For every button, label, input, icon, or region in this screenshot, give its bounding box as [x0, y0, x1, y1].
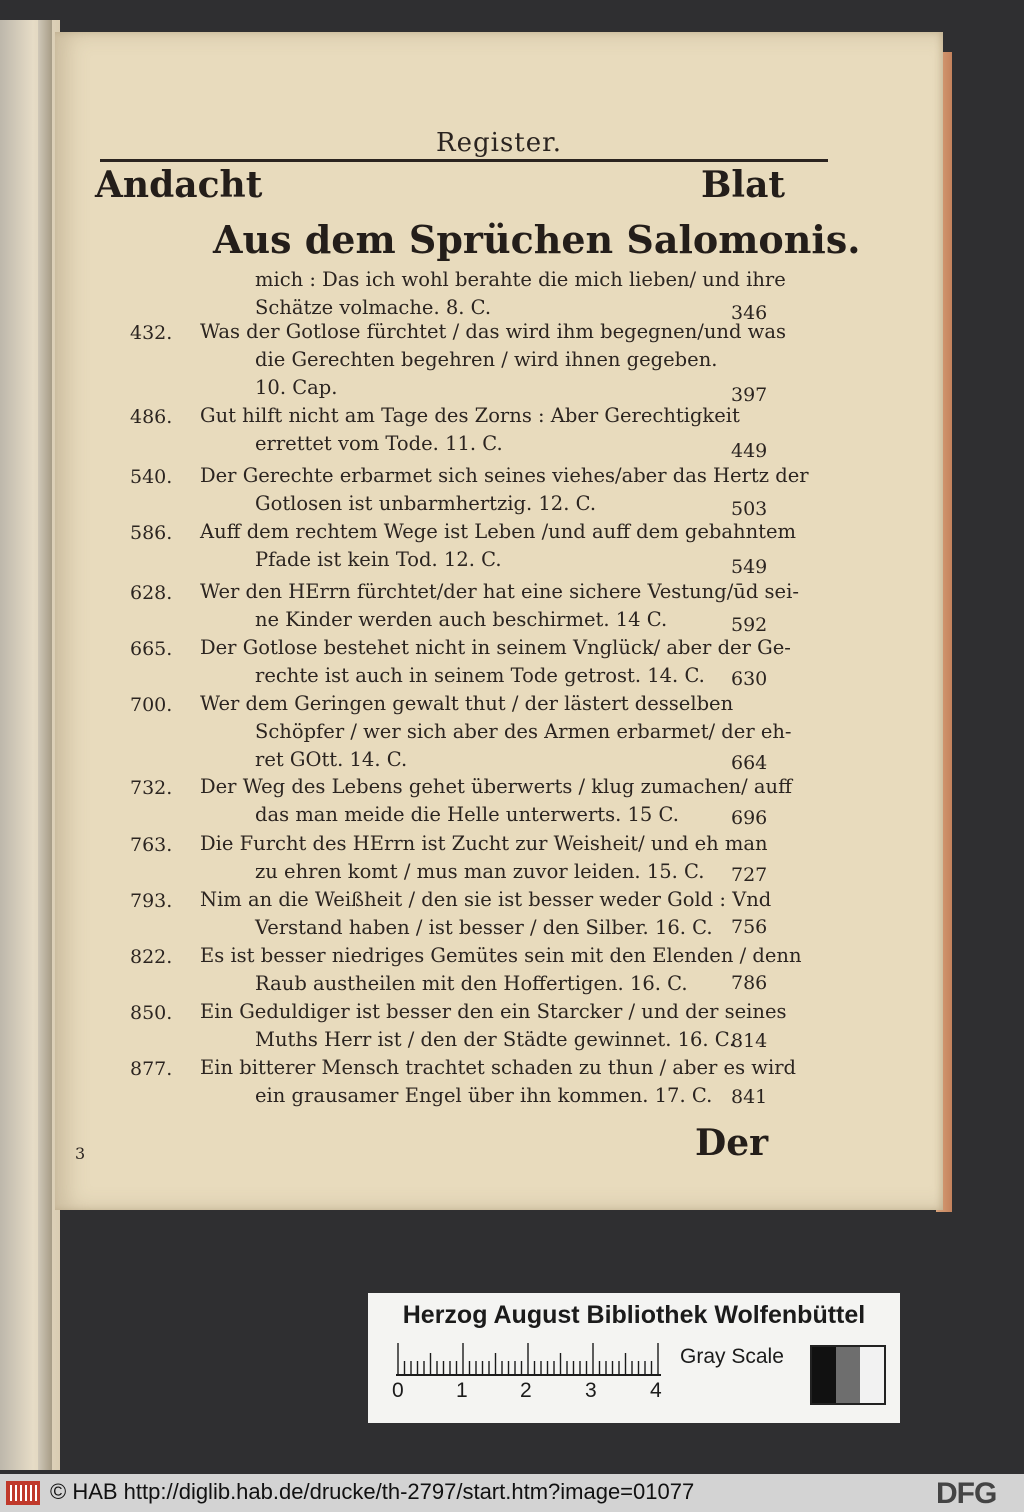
entry-page-ref: 449: [731, 440, 768, 462]
entry-line: rechte ist auch in seinem Tode getrost. 14. C.: [255, 664, 705, 687]
hab-logo-icon: [6, 1481, 40, 1505]
entry-number: 822.: [130, 946, 173, 968]
running-head: Register.: [436, 128, 562, 158]
entry-number: 586.: [130, 522, 173, 544]
footer-bar: [0, 1474, 1024, 1512]
entry-line: Was der Gotlose fürchtet / das wird ihm begegnen/und was: [200, 320, 786, 343]
entry-line: Die Furcht des HErrn ist Zucht zur Weisheit/ und eh man: [200, 832, 768, 855]
entry-line: Wer dem Geringen gewalt thut / der lästert desselben: [200, 692, 734, 715]
ruler-number: 0: [392, 1379, 404, 1402]
entry-line: die Gerechten begehren / wird ihnen gegeben.: [255, 348, 718, 371]
entry-number: 628.: [130, 582, 173, 604]
entry-number: 540.: [130, 466, 173, 488]
entry-line: zu ehren komt / mus man zuvor leiden. 15. C.: [255, 860, 705, 883]
ruler-number: 3: [585, 1379, 597, 1402]
gray-scale-label: Gray Scale: [680, 1345, 784, 1368]
color-scale-card: [368, 1293, 900, 1423]
dfg-logo: DFG: [936, 1477, 997, 1510]
entry-page-ref: 786: [731, 972, 768, 994]
entry-page-ref: 696: [731, 807, 768, 829]
signature-mark: 3: [75, 1144, 86, 1163]
entry-number: 850.: [130, 1002, 173, 1024]
entry-line: Gotlosen ist unbarmhertzig. 12. C.: [255, 492, 597, 515]
entry-line: Es ist besser niedriges Gemütes sein mit den Elenden / denn: [200, 944, 802, 967]
entry-number: 700.: [130, 694, 173, 716]
entry-number: 486.: [130, 406, 173, 428]
entry-page-ref: 727: [731, 864, 768, 886]
entry-line: Auff dem rechtem Wege ist Leben /und auff dem gebahntem: [200, 520, 797, 543]
entry-line: Ein bitterer Mensch trachtet schaden zu thun / aber es wird: [200, 1056, 797, 1079]
head-rule: [100, 159, 828, 162]
ruler-scale: [396, 1341, 666, 1377]
book-page: [55, 32, 943, 1210]
entry-line: Der Gotlose bestehet nicht in seinem Vnglück/ aber der Ge-: [200, 636, 791, 659]
entry-page-ref: 814: [731, 1030, 768, 1052]
entry-line: ne Kinder werden auch beschirmet. 14 C.: [255, 608, 668, 631]
section-title: Aus dem Sprüchen Salomonis.: [213, 217, 861, 262]
entry-line: Der Gerechte erbarmet sich seines viehes/aber das Hertz der: [200, 464, 809, 487]
entry-page-ref: 346: [731, 302, 768, 324]
ruler-number: 1: [456, 1379, 468, 1402]
entry-page-ref: 503: [731, 498, 768, 520]
footer-copyright-link[interactable]: © HAB http://diglib.hab.de/drucke/th-2797/start.htm?image=01077: [50, 1479, 695, 1504]
library-name: Herzog August Bibliothek Wolfenbüttel: [402, 1301, 866, 1329]
gray-patch-mid: [836, 1347, 860, 1403]
entry-line: Muths Herr ist / den der Städte gewinnet. 16. C.: [255, 1028, 736, 1051]
entry-number: 665.: [130, 638, 173, 660]
entry-page-ref: 630: [731, 668, 768, 690]
entry-line: mich : Das ich wohl berahte die mich lieben/ und ihre: [255, 268, 786, 291]
entry-number: 877.: [130, 1058, 173, 1080]
gray-patch-light: [860, 1347, 884, 1403]
column-heading-blat: Blat: [701, 164, 786, 206]
entry-line: Der Weg des Lebens gehet überwerts / klug zumachen/ auff: [200, 775, 792, 798]
entry-line: Gut hilft nicht am Tage des Zorns : Aber Gerechtigkeit: [200, 404, 740, 427]
catchword: Der: [695, 1122, 769, 1164]
entry-number: 793.: [130, 890, 173, 912]
entry-line: Ein Geduldiger ist besser den ein Starcker / und der seines: [200, 1000, 787, 1023]
entry-page-ref: 397: [731, 384, 768, 406]
entry-line: errettet vom Tode. 11. C.: [255, 432, 503, 455]
entry-line: das man meide die Helle unterwerts. 15 C.: [255, 803, 679, 826]
gray-scale-patches: [810, 1345, 886, 1405]
ruler-number: 2: [520, 1379, 532, 1402]
entry-line: Pfade ist kein Tod. 12. C.: [255, 548, 502, 571]
entry-page-ref: 592: [731, 614, 768, 636]
entry-line: ret GOtt. 14. C.: [255, 748, 408, 771]
entry-line: Raub austheilen mit den Hoffertigen. 16. C.: [255, 972, 688, 995]
entry-number: 432.: [130, 322, 173, 344]
entry-page-ref: 841: [731, 1086, 768, 1108]
entry-page-ref: 756: [731, 916, 768, 938]
entry-line: Schöpfer / wer sich aber des Armen erbarmet/ der eh-: [255, 720, 792, 743]
ruler-number: 4: [650, 1379, 662, 1402]
entry-line: Verstand haben / ist besser / den Silber. 16. C.: [255, 916, 713, 939]
column-heading-andacht: Andacht: [95, 164, 263, 206]
entry-line: Wer den HErrn fürchtet/der hat eine sichere Vestung/ūd sei-: [200, 580, 799, 603]
gray-patch-dark: [812, 1347, 836, 1403]
entry-line: ein grausamer Engel über ihn kommen. 17. C.: [255, 1084, 713, 1107]
entry-page-ref: 549: [731, 556, 768, 578]
entry-line: 10. Cap.: [255, 376, 338, 399]
entry-number: 763.: [130, 834, 173, 856]
page-gutter: [38, 20, 52, 1470]
entry-line: Nim an die Weißheit / den sie ist besser weder Gold : Vnd: [200, 888, 772, 911]
entry-number: 732.: [130, 777, 173, 799]
entry-line: Schätze volmache. 8. C.: [255, 296, 492, 319]
entry-page-ref: 664: [731, 752, 768, 774]
